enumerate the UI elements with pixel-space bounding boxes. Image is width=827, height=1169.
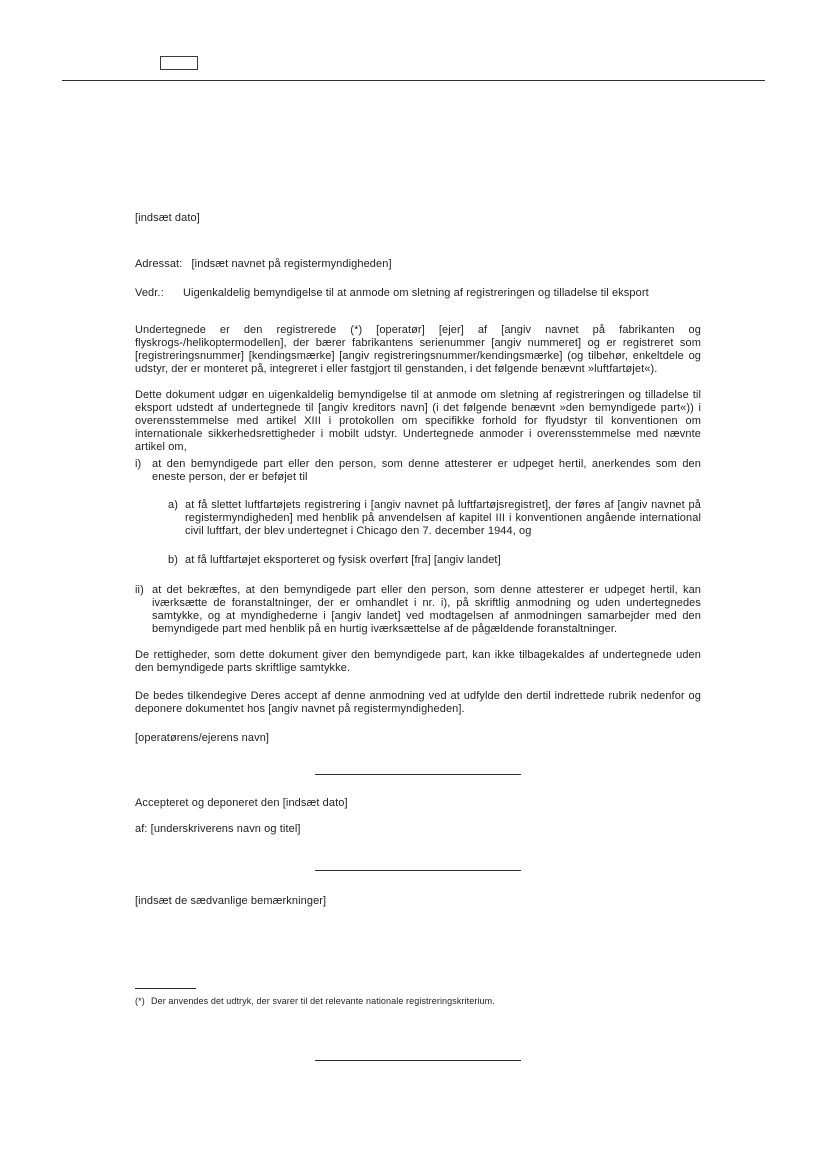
list-item-i-text: at den bemyndigede part eller den person, som denne attesterer er udpeget hertil, anerkendes som den eneste person, der er beføjet til [152,458,701,483]
addressee-label: Adressat: [135,258,183,270]
list-item-b [135,554,701,567]
subject-label: Vedr.: [135,287,164,299]
signature-line-2 [315,870,521,871]
paragraph-acceptance-request: De bedes tilkendegive Deres accept af denne anmodning ved at udfylde den dertil indrettede rubrik nedenfor og deponere dokumentet hos [angiv navnet på registermyndigheden]. [135,690,701,715]
paragraph-undersigned: Undertegnede er den registrerede (*) [operatør] [ejer] af [angiv navnet på fabrikanten og flyskrogs-/helikoptermodellen], der bærer fabrikantens serienummer [angiv nummeret] og er registreret som [registreringsnummer] [kendingsmærke] [angiv registreringsnummer/kendingsmærke] (og tilbehør, enkeltdele og udstyr, der er monteret på, integreret i eller fastgjort til genstanden, i det følgende benævnt »luftfartøjet«). [135,324,701,375]
bottom-rule [315,1060,521,1061]
footnote [135,996,701,1007]
addressee-line [135,258,701,271]
accepted-line: Accepteret og deponeret den [indsæt dato] [135,797,348,809]
footnote-text: Der anvendes det udtryk, der svarer til det relevante nationale registreringskriterium. [151,996,495,1006]
header-page-box [160,56,198,70]
signer-line: af: [underskriverens navn og titel] [135,823,301,835]
list-item-b-marker: b) [168,554,178,566]
remarks-placeholder: [indsæt de sædvanlige bemærkninger] [135,895,327,907]
list-item-a [135,499,701,538]
list-item-b-text: at få luftfartøjet eksporteret og fysisk overført [fra] [angiv landet] [185,554,501,566]
footnote-marker: (*) [135,996,145,1006]
list-item-i [135,458,701,484]
subject-value: Uigenkaldelig bemyndigelse til at anmode om sletning af registreringen og tilladelse til eksport [183,287,649,299]
list-item-i-marker: i) [135,458,142,470]
list-item-a-marker: a) [168,499,178,511]
paragraph-rights: De rettigheder, som dette dokument giver den bemyndigede part, kan ikke tilbagekaldes af undertegnede uden den bemyndigede parts skriftlige samtykke. [135,649,701,674]
signature-line-1 [315,774,521,775]
addressee-value: [indsæt navnet på registermyndigheden] [191,258,392,270]
operator-name-placeholder: [operatørens/ejerens navn] [135,732,270,744]
list-item-ii-text: at det bekræftes, at den bemyndigede part eller den person, som denne attesterer er udpeget hertil, kan iværksætte de foranstaltninger, der er omhandlet i nr. i), på skriftlig anmodning og uden undertegnedes samtykke, og at myndighederne i [angiv landet] ved modtagelsen af anmodningen samarbejder med den bemyndigede part med henblik på en hurtig iværksættelse af de pågældende foranstaltninger. [152,584,701,635]
footnote-rule [135,988,196,989]
date-placeholder: [indsæt dato] [135,212,200,224]
list-item-ii-marker: ii) [135,584,144,596]
subject-line [135,287,701,300]
list-item-ii [135,584,701,636]
list-item-a-text: at få slettet luftfartøjets registrering i [angiv navnet på luftfartøjsregistret], der føres af [angiv navnet på registermyndigheden] med henblik på anvendelsen af kapitel III i konventionen angående international civil luftfart, der blev undertegnet i Chicago den 7. december 1944, og [185,499,701,537]
paragraph-authorisation: Dette dokument udgør en uigenkaldelig bemyndigelse til at anmode om sletning af registreringen og tilladelse til eksport udstedt af undertegnede til [angiv kreditors navn] (i det følgende benævnt »den bemyndigede part«)) i overensstemmelse med artikel XIII i protokollen om specifikke forhold for flyudstyr til konventionen om internationale sikkerhedsrettigheder i mobilt udstyr. Undertegnede anmoder i overensstemmelse med nævnte artikel om, [135,389,701,453]
header-rule [62,80,765,81]
